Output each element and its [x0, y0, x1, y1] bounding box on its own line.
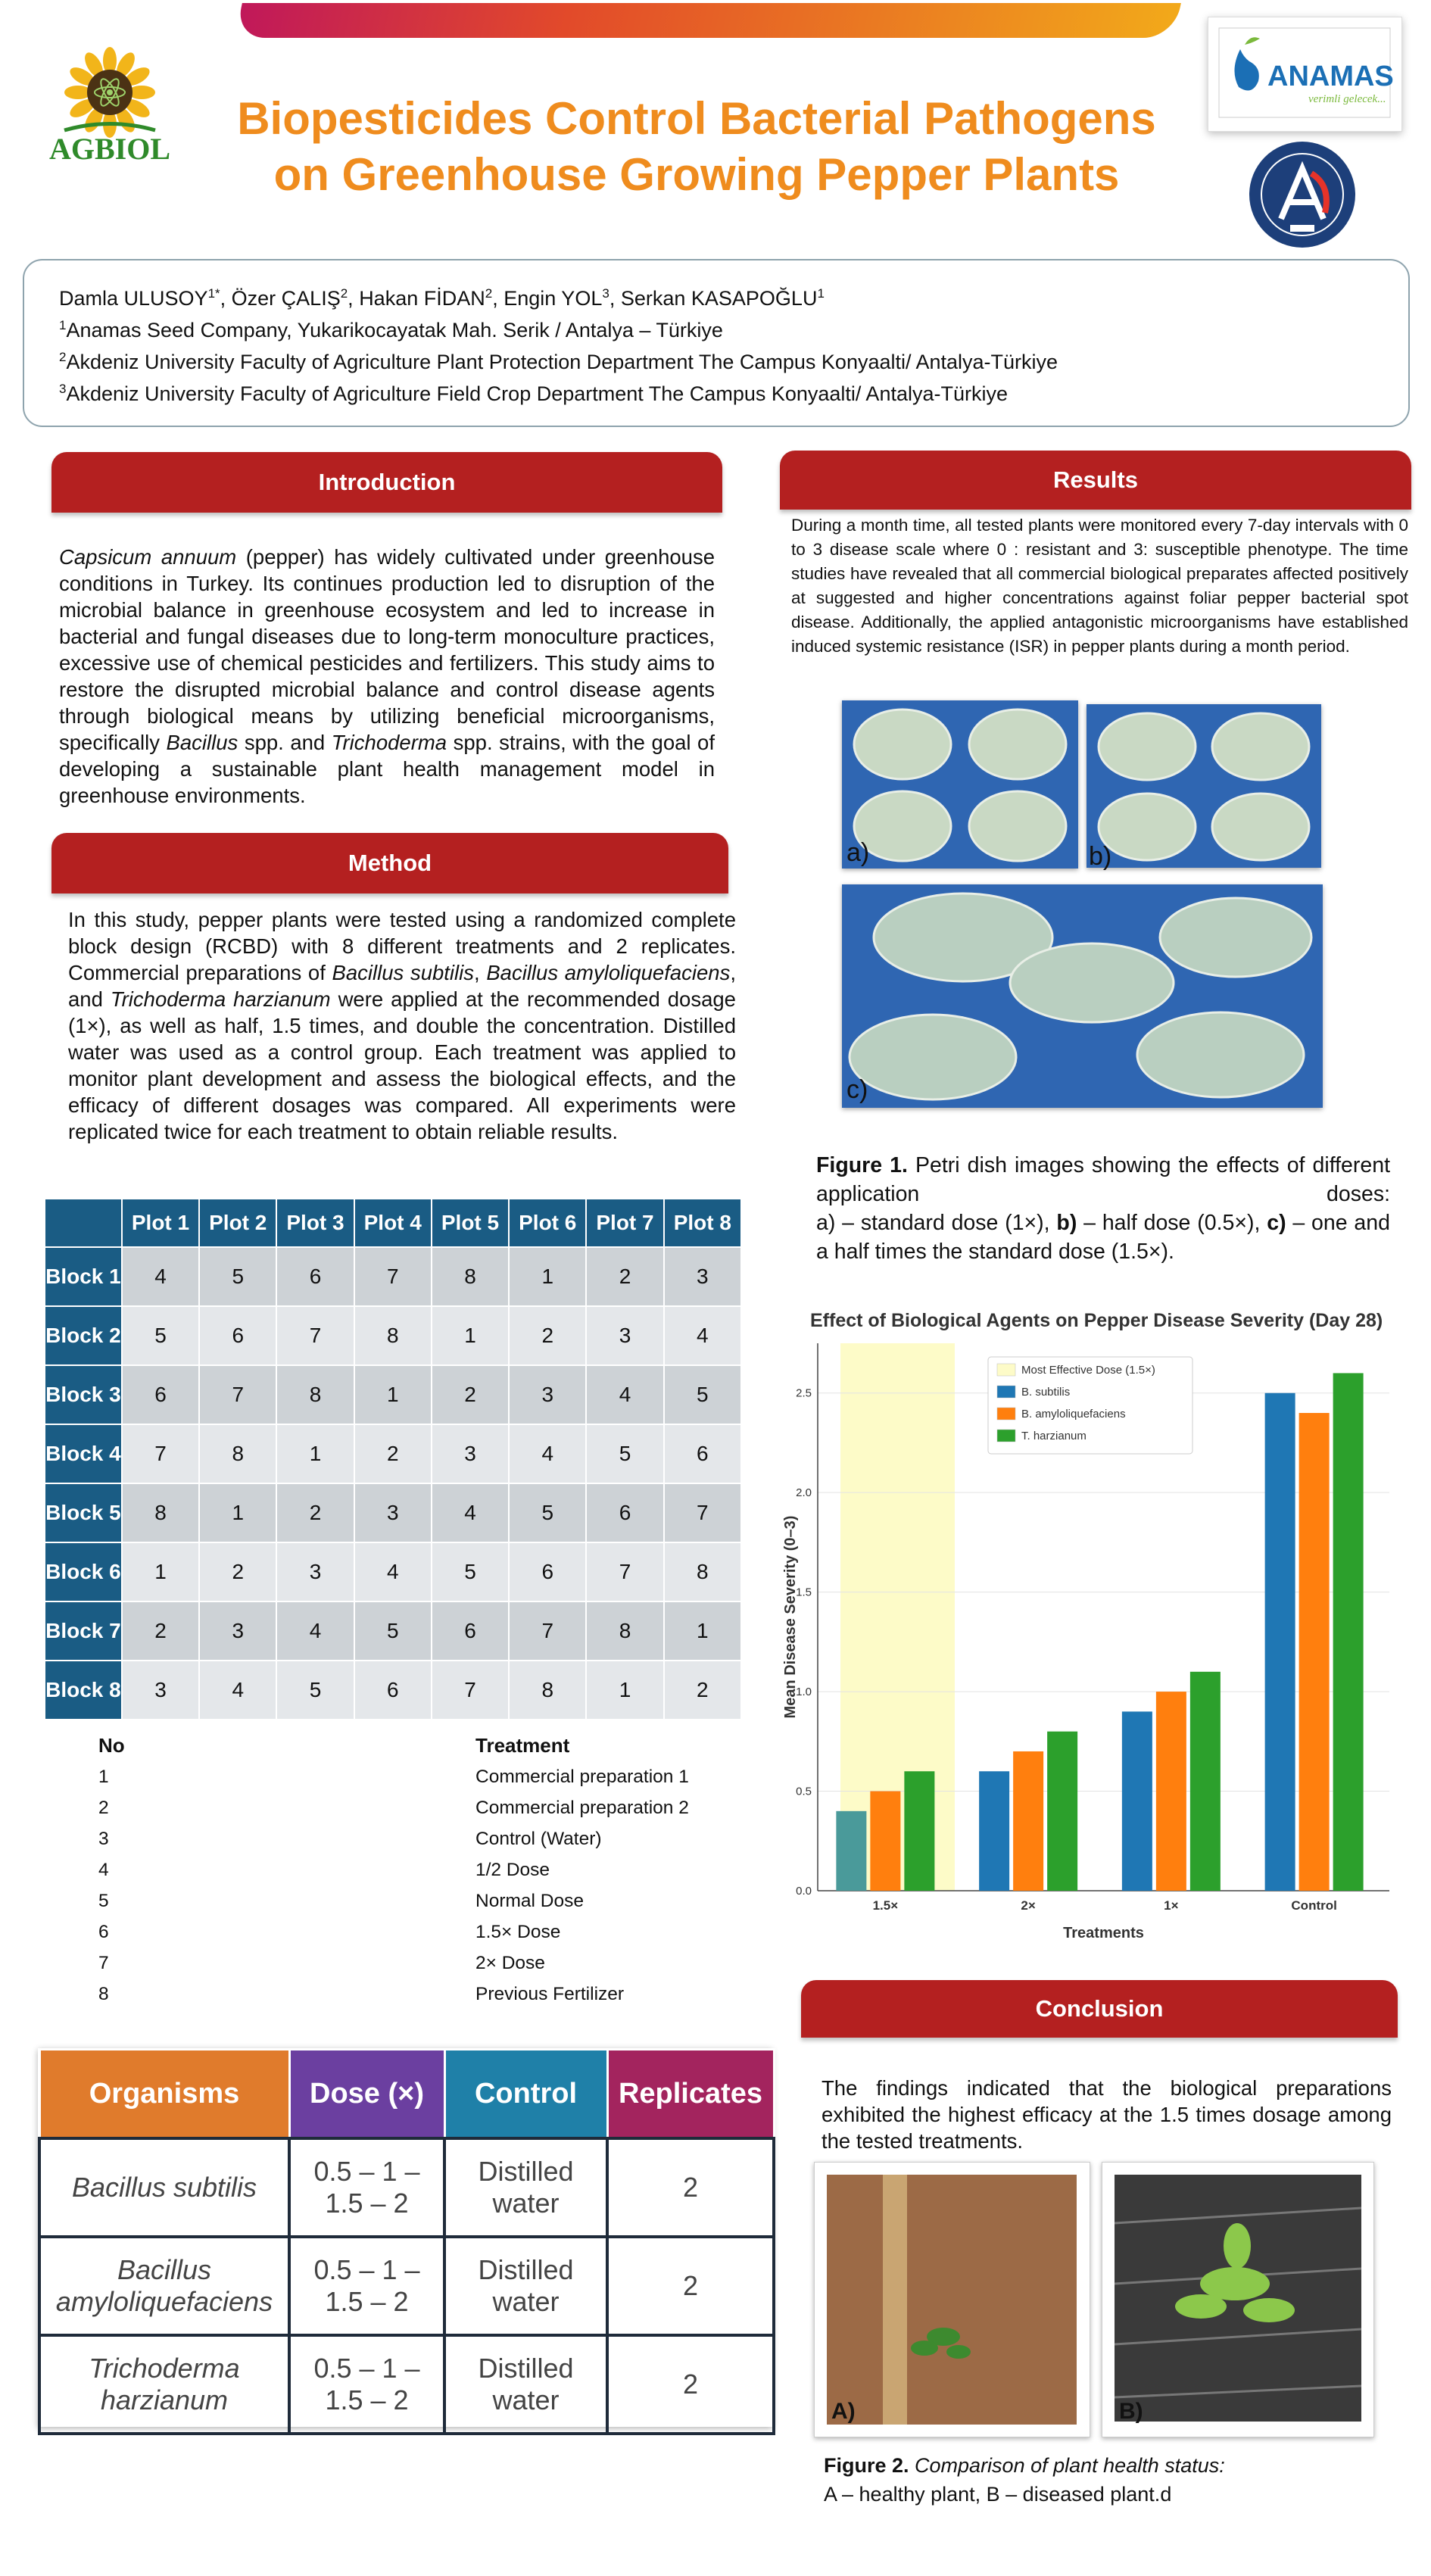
- table-cell: 8: [586, 1601, 663, 1661]
- table-cell: 1: [354, 1365, 432, 1424]
- table-cell: 4: [122, 1247, 199, 1306]
- table-row: [45, 1483, 741, 1542]
- treatment-legend-row: [98, 1761, 727, 1792]
- organism-cell: Bacillus subtilis: [39, 2138, 289, 2237]
- table-row: [45, 1542, 741, 1601]
- author-affiliation-mark: 2: [485, 286, 493, 301]
- table-cell: 8: [199, 1424, 276, 1483]
- block-label-cell: Block 7: [45, 1601, 122, 1661]
- legend-label: B. amyloliquefaciens: [1021, 1408, 1126, 1421]
- table-cell: 1: [664, 1601, 741, 1661]
- table-cell: 3: [664, 1247, 741, 1306]
- dose-cell: 0.5 – 1 – 1.5 – 2: [289, 2237, 444, 2335]
- table-cell: 5: [664, 1365, 741, 1424]
- y-tick-label: 0.5: [796, 1785, 812, 1798]
- table-cell: 1: [276, 1424, 354, 1483]
- treatment-name: 1/2 Dose: [475, 1860, 550, 1880]
- table-cell: 7: [586, 1542, 663, 1601]
- table-cell: 6: [664, 1424, 741, 1483]
- table-row: [45, 1365, 741, 1424]
- control-cell: Distilled water: [444, 2138, 607, 2237]
- table-header-cell: Control: [444, 2050, 607, 2139]
- table-cell: 3: [432, 1424, 509, 1483]
- table-header-cell: Plot 6: [509, 1199, 586, 1247]
- table-row: [39, 2138, 774, 2237]
- table-cell: 6: [354, 1661, 432, 1720]
- treatment-name: 2× Dose: [475, 1953, 545, 1973]
- author-name: Hakan FİDAN: [359, 287, 485, 310]
- anamas-logo-text: ANAMAS: [1267, 61, 1394, 92]
- block-label-cell: Block 5: [45, 1483, 122, 1542]
- dose-cell: 0.5 – 1 – 1.5 – 2: [289, 2138, 444, 2237]
- table-cell: 1: [586, 1661, 663, 1720]
- diseased-plant-photo: [1102, 2163, 1373, 2437]
- table-cell: 2: [199, 1542, 276, 1601]
- table-cell: 3: [354, 1483, 432, 1542]
- treatment-legend-row: [98, 1854, 727, 1885]
- replicates-cell: 2: [607, 2335, 774, 2434]
- treatment-name: Control (Water): [475, 1829, 602, 1849]
- block-label-cell: Block 6: [45, 1542, 122, 1601]
- bar-b-amyloliquefaciens-2: [1156, 1692, 1186, 1891]
- table-row: [45, 1306, 741, 1365]
- table-cell: 3: [586, 1306, 663, 1365]
- legend-col-no: No: [98, 1734, 125, 1757]
- table-row: [45, 1424, 741, 1483]
- method-heading: Method: [51, 833, 728, 893]
- table-cell: 7: [122, 1424, 199, 1483]
- legend-label: T. harzianum: [1021, 1430, 1086, 1442]
- author-affiliation-mark: 3: [602, 286, 610, 301]
- table-header-cell: Plot 8: [664, 1199, 741, 1247]
- table-header-cell: Plot 1: [122, 1199, 199, 1247]
- treatment-number: 2: [98, 1798, 109, 1818]
- author-list: Damla $ULUSOY^{1*}$, Özer ÇALIŞ$^2$, Hakan FİDAN$^2$, Engin YOL$^3$, Serkan KASAPOĞLU$^1$: [59, 286, 825, 310]
- bar-b-amyloliquefaciens-1: [1013, 1751, 1043, 1891]
- legend-label: Most Effective Dose (1.5×): [1021, 1364, 1155, 1377]
- bar-t-harzianum-1: [1047, 1732, 1077, 1891]
- table-cell: 6: [586, 1483, 663, 1542]
- authors-box: [23, 259, 1410, 427]
- treatment-legend: [98, 1730, 727, 2010]
- treatment-number: 5: [98, 1891, 109, 1911]
- petri-dish-photo-b: [1086, 704, 1321, 868]
- block-label-cell: Block 2: [45, 1306, 122, 1365]
- header-color-bar: [235, 3, 1181, 38]
- healthy-plant-photo: [815, 2163, 1090, 2437]
- organism-cell: Bacillus amyloliquefaciens: [39, 2237, 289, 2335]
- author-name: Engin YOL: [504, 287, 603, 310]
- block-label-cell: Block 3: [45, 1365, 122, 1424]
- table-cell: 4: [509, 1424, 586, 1483]
- treatment-number: 1: [98, 1767, 109, 1787]
- x-tick-label: 2×: [1021, 1898, 1036, 1913]
- bar-b-subtilis-2: [1122, 1711, 1152, 1891]
- table-cell: 7: [199, 1365, 276, 1424]
- table-cell: 5: [354, 1601, 432, 1661]
- block-label-cell: Block 1: [45, 1247, 122, 1306]
- bar-b-subtilis-0: [836, 1811, 866, 1891]
- table-cell: 7: [432, 1661, 509, 1720]
- treatment-number: 7: [98, 1953, 109, 1973]
- petri-dish-photo-a: [842, 700, 1078, 869]
- table-row: [39, 2335, 774, 2434]
- block-label-cell: Block 8: [45, 1661, 122, 1720]
- table-row: [45, 1601, 741, 1661]
- treatment-name: Normal Dose: [475, 1891, 584, 1911]
- author-name: Damla ULUSOY: [59, 287, 208, 310]
- table-header-cell: Plot 5: [432, 1199, 509, 1247]
- table-cell: 8: [432, 1247, 509, 1306]
- replicates-cell: 2: [607, 2138, 774, 2237]
- table-cell: 4: [354, 1542, 432, 1601]
- bar-t-harzianum-2: [1190, 1672, 1221, 1891]
- affiliation-1: $^1$Anamas Seed Company, Yukarikocayatak Mah. Serik / Antalya – Türkiye: [59, 318, 723, 341]
- treatment-legend-row: [98, 1979, 727, 2010]
- x-tick-label: 1×: [1164, 1898, 1179, 1913]
- table-cell: 4: [276, 1601, 354, 1661]
- bar-b-subtilis-3: [1265, 1393, 1295, 1891]
- organisms-table: [38, 2048, 775, 2435]
- figure-1-caption: Figure 1. Petri dish images showing the effects of different application doses: a) – standard dose (1×), b) – half dose (0.5×), c) – one and a half times the standard dose (1.5×).: [816, 1153, 1390, 1264]
- author-name: Serkan KASAPOĞLU: [620, 287, 818, 310]
- table-cell: 6: [432, 1601, 509, 1661]
- table-header-cell: Plot 7: [586, 1199, 663, 1247]
- petri-dish-photo-c: [842, 884, 1323, 1108]
- table-cell: 7: [664, 1483, 741, 1542]
- table-cell: 4: [199, 1661, 276, 1720]
- treatment-legend-row: [98, 1916, 727, 1948]
- table-cell: 1: [432, 1306, 509, 1365]
- table-cell: 4: [664, 1306, 741, 1365]
- table-cell: 7: [509, 1601, 586, 1661]
- plant-photo-b-frame: [1102, 2162, 1374, 2437]
- block-label-cell: Block 4: [45, 1424, 122, 1483]
- treatment-number: 3: [98, 1829, 109, 1849]
- y-axis-label: Mean Disease Severity (0–3): [782, 1515, 799, 1719]
- bar-chart-svg: [780, 1296, 1404, 1963]
- bar-t-harzianum-3: [1333, 1373, 1364, 1891]
- photo-label-b: b): [1089, 842, 1112, 871]
- treatment-name: Commercial preparation 2: [475, 1798, 689, 1818]
- legend-swatch: [997, 1364, 1015, 1376]
- treatment-number: 8: [98, 1984, 109, 2004]
- treatment-legend-row: [98, 1823, 727, 1854]
- introduction-heading: Introduction: [51, 452, 722, 513]
- bar-t-harzianum-0: [904, 1771, 934, 1891]
- anamas-logo: [1208, 17, 1402, 132]
- bar-b-amyloliquefaciens-3: [1299, 1413, 1330, 1891]
- table-header-cell: Dose (×): [289, 2050, 444, 2139]
- plant-photo-a-frame: [814, 2162, 1090, 2437]
- control-cell: Distilled water: [444, 2335, 607, 2434]
- akdeniz-university-seal: [1242, 140, 1363, 250]
- plant-photo-label-b: B): [1119, 2399, 1143, 2424]
- dose-cell: 0.5 – 1 – 1.5 – 2: [289, 2335, 444, 2434]
- y-tick-label: 1.0: [796, 1686, 812, 1699]
- table-cell: 2: [664, 1661, 741, 1720]
- figure-2-caption: Figure 2. Comparison of plant health status: A – healthy plant, B – diseased plant.d: [824, 2454, 1225, 2506]
- table-header-cell: [45, 1199, 122, 1247]
- results-text: During a month time, all tested plants were monitored every 7-day intervals with 0 to 3 disease scale where 0 : resistant and 3: susceptible phenotype. The time studies have revealed that all commercial biological preparates affected positively at suggested and higher concentrations against foliar pepper bacterial spot disease. Additionally, the applied antagonistic microorganisms have established induced systemic resistance (ISR) in pepper plants during a month period.: [791, 516, 1408, 656]
- table-cell: 5: [122, 1306, 199, 1365]
- table-cell: 3: [122, 1661, 199, 1720]
- x-axis-label: Treatments: [1063, 1925, 1144, 1941]
- table-cell: 5: [276, 1661, 354, 1720]
- y-tick-label: 1.5: [796, 1586, 812, 1599]
- conclusion-heading: Conclusion: [801, 1980, 1398, 2038]
- y-tick-label: 2.0: [796, 1486, 812, 1500]
- table-cell: 6: [199, 1306, 276, 1365]
- anamas-logo-tagline: verimli gelecek...: [1308, 93, 1386, 105]
- treatment-name: 1.5× Dose: [475, 1922, 561, 1942]
- table-cell: 6: [122, 1365, 199, 1424]
- bar-b-amyloliquefaciens-0: [870, 1792, 900, 1891]
- table-cell: 8: [122, 1483, 199, 1542]
- y-tick-label: 2.5: [796, 1386, 812, 1400]
- table-cell: 2: [122, 1601, 199, 1661]
- table-cell: 6: [509, 1542, 586, 1601]
- table-header-cell: Replicates: [607, 2050, 774, 2139]
- table-cell: 1: [122, 1542, 199, 1601]
- agbiol-logo: [42, 45, 178, 174]
- table-cell: 1: [509, 1247, 586, 1306]
- author-name: Özer ÇALIŞ: [231, 287, 341, 310]
- table-cell: 6: [276, 1247, 354, 1306]
- organism-cell: Trichoderma harzianum: [39, 2335, 289, 2434]
- table-cell: 2: [432, 1365, 509, 1424]
- plant-photo-label-a: A): [831, 2399, 856, 2424]
- poster-title: [174, 91, 1219, 203]
- table-cell: 2: [586, 1247, 663, 1306]
- treatment-legend-row: [98, 1792, 727, 1823]
- author-affiliation-mark: 1*: [207, 286, 220, 301]
- treatment-number: 6: [98, 1922, 109, 1942]
- conclusion-text: The findings indicated that the biological preparations exhibited the highest efficacy at the 1.5 times dosage among the tested treatments.: [822, 2076, 1392, 2153]
- table-cell: 4: [586, 1365, 663, 1424]
- table-cell: 8: [354, 1306, 432, 1365]
- table-cell: 2: [354, 1424, 432, 1483]
- table-cell: 3: [199, 1601, 276, 1661]
- table-cell: 2: [276, 1483, 354, 1542]
- table-cell: 3: [276, 1542, 354, 1601]
- table-row: [45, 1247, 741, 1306]
- organisms-table-card: [38, 2048, 772, 2427]
- table-cell: 5: [432, 1542, 509, 1601]
- x-tick-label: 1.5×: [872, 1898, 899, 1913]
- results-heading: Results: [780, 451, 1411, 510]
- rcbd-layout-table: [44, 1198, 742, 1720]
- table-row: [45, 1661, 741, 1720]
- author-affiliation-mark: 2: [340, 286, 348, 301]
- chart-title: Effect of Biological Agents on Pepper Disease Severity (Day 28): [810, 1310, 1383, 1331]
- introduction-text: Capsicum annuum (pepper) has widely cultivated under greenhouse conditions in Turkey. Its continues production led to disruption of the microbial balance in greenhouse ecosystem and led to increase in bacterial and fungal diseases due to long-term monoculture practices, excessive use of chemical pesticides and fertilizers. This study aims to restore the disrupted microbial balance and control disease agents through biological means by utilizing beneficial microorganisms, specifically Bacillus spp. and Trichoderma spp. strains, with the goal of developing a sustainable plant health management model in greenhouse environments.: [59, 545, 715, 807]
- legend-col-treatment: Treatment: [475, 1734, 570, 1757]
- photo-label-a: a): [846, 838, 870, 867]
- legend-swatch: [997, 1408, 1015, 1420]
- table-header-row: [39, 2050, 774, 2139]
- table-header-cell: Plot 4: [354, 1199, 432, 1247]
- legend-swatch: [997, 1430, 1015, 1442]
- table-row: [39, 2237, 774, 2335]
- table-cell: 7: [276, 1306, 354, 1365]
- table-header-cell: Plot 3: [276, 1199, 354, 1247]
- table-cell: 4: [432, 1483, 509, 1542]
- agbiol-logo-text: AGBIOL: [48, 132, 171, 166]
- title-line-2: on Greenhouse Growing Pepper Plants: [273, 149, 1120, 200]
- table-cell: 5: [509, 1483, 586, 1542]
- legend-label: B. subtilis: [1021, 1386, 1071, 1399]
- table-cell: 2: [509, 1306, 586, 1365]
- table-cell: 3: [509, 1365, 586, 1424]
- table-cell: 5: [199, 1247, 276, 1306]
- table-header-cell: Plot 2: [199, 1199, 276, 1247]
- control-cell: Distilled water: [444, 2237, 607, 2335]
- disease-severity-chart: [780, 1296, 1404, 1963]
- treatment-name: Previous Fertilizer: [475, 1984, 625, 2004]
- y-tick-label: 0.0: [796, 1885, 812, 1898]
- table-cell: 8: [664, 1542, 741, 1601]
- title-line-1: Biopesticides Control Bacterial Pathogens: [237, 93, 1156, 144]
- method-text: In this study, pepper plants were tested using a randomized complete block design (RCBD) with 8 different treatments and 2 replicates. Commercial preparations of Bacillus subtilis, Bacillus amyloliquefaciens, and Trichoderma harzianum were applied at the recommended dosage (1×), as well as half, 1.5 times, and double the concentration. Distilled water was used as a control group. Each treatment was applied to monitor plant development and assess the biological effects, and the efficacy of different dosages was compared. All experiments were replicated twice for each treatment to obtain reliable results.: [68, 908, 736, 1143]
- affiliation-2: $^2$Akdeniz University Faculty of Agriculture Plant Protection Department The Campus Konyaalti/ Antalya-Türkiye: [59, 350, 1058, 373]
- author-affiliation-mark: 1: [817, 286, 825, 301]
- table-cell: 5: [586, 1424, 663, 1483]
- table-header-row: [45, 1199, 741, 1247]
- table-cell: 7: [354, 1247, 432, 1306]
- photo-label-c: c): [846, 1075, 868, 1104]
- table-cell: 8: [276, 1365, 354, 1424]
- treatment-legend-row: [98, 1885, 727, 1916]
- replicates-cell: 2: [607, 2237, 774, 2335]
- treatment-number: 4: [98, 1860, 109, 1880]
- legend-swatch: [997, 1386, 1015, 1398]
- table-cell: 8: [509, 1661, 586, 1720]
- x-tick-label: Control: [1291, 1898, 1337, 1913]
- affiliation-3: $^3$Akdeniz University Faculty of Agriculture Field Crop Department The Campus Konyaalti/ Antalya-Türkiye: [59, 382, 1008, 405]
- bar-b-subtilis-1: [979, 1771, 1009, 1891]
- treatment-name: Commercial preparation 1: [475, 1767, 689, 1787]
- table-cell: 1: [199, 1483, 276, 1542]
- treatment-legend-row: [98, 1948, 727, 1979]
- table-header-cell: Organisms: [39, 2050, 289, 2139]
